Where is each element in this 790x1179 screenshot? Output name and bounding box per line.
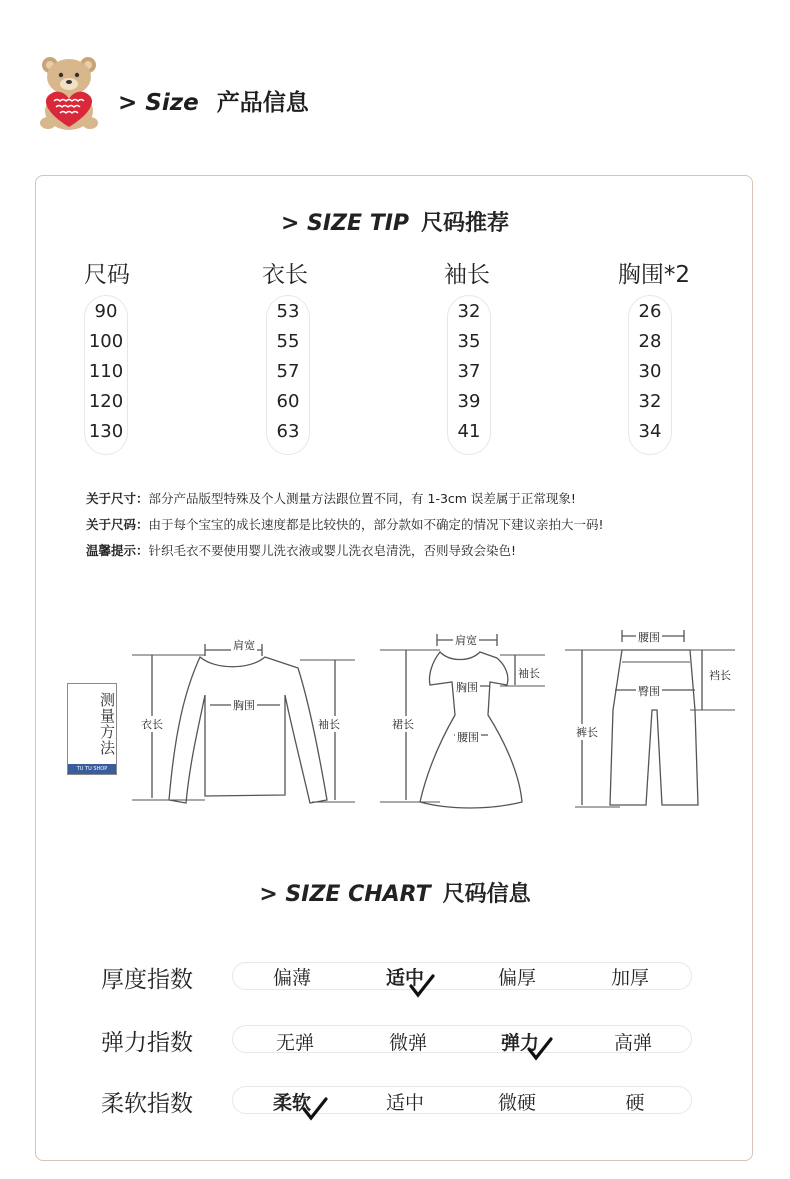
table-cell: 37 [457,361,481,382]
table-cell: 90 [94,301,118,322]
thickness-label: 厚度指数 [101,967,193,993]
scale-option: 加厚 [610,967,649,989]
scale-option-selected: 适中 [385,967,424,989]
top-chest-label: 胸围 [233,699,255,712]
elasticity-label: 弹力指数 [101,1030,193,1056]
measure-method-text: 测量方法 [98,692,116,756]
table-cell: 120 [88,391,124,412]
col-header-length: 衣长 [262,262,308,288]
scale-option-selected: 弹力 [500,1032,539,1054]
page-title-cn: 产品信息 [216,90,309,116]
pants-length-label: 裤长 [576,726,598,739]
note-line [86,538,604,564]
pants-diagram-icon [565,630,735,807]
chest-values [615,297,685,447]
table-cell: 26 [638,301,662,322]
dress-length-label: 裙长 [392,718,414,731]
table-cell: 28 [638,331,662,352]
bear-logo-icon [36,55,104,131]
dress-shoulder-label: 肩宽 [455,634,477,647]
table-cell: 63 [276,421,300,442]
notes-block [86,486,604,564]
table-cell: 30 [638,361,662,382]
table-cell: 32 [457,301,481,322]
table-cell: 39 [457,391,481,412]
table-cell: 35 [457,331,481,352]
sleeve-values [434,297,504,447]
dress-sleeve-label: 袖长 [518,667,540,680]
size-chart-title [0,877,790,908]
table-cell: 110 [88,361,124,382]
top-sleeve-label: 袖长 [318,718,340,731]
size-values [71,297,141,447]
scale-option: 高弹 [613,1032,652,1054]
scale-option: 偏薄 [272,967,311,989]
table-cell: 60 [276,391,300,412]
shop-strip: TU TU SHOP [68,764,116,774]
note-text: 由于每个宝宝的成长速度都是比较快的，部分款如不确定的情况下建议亲拍大一码! [148,517,604,532]
note-label: 关于尺码： [86,517,149,532]
size-tip-title [0,206,790,237]
note-label: 温馨提示： [86,543,149,558]
top-shoulder-label: 肩宽 [233,639,255,652]
note-text: 部分产品版型特殊及个人测量方法跟位置不同，有 1-3cm 误差属于正常现象! [148,491,576,506]
note-text: 针织毛衣不要使用婴儿洗衣液或婴儿洗衣皂清洗，否则导致会染色! [148,543,517,558]
scale-option: 微硬 [497,1092,536,1114]
table-cell: 57 [276,361,300,382]
scale-option: 硬 [625,1092,645,1114]
dress-chest-label: 胸围 [456,681,478,694]
col-header-chest: 胸围*2 [617,262,691,288]
note-label: 关于尺寸： [86,491,149,506]
softness-label: 柔软指数 [101,1091,193,1117]
size-tip-title-cn: 尺码推荐 [421,211,510,236]
scale-option-selected: 柔软 [272,1092,311,1114]
page-title-en: > Size [118,90,199,116]
top-length-label: 衣长 [141,718,163,731]
col-header-size: 尺码 [84,262,130,288]
table-cell: 100 [88,331,124,352]
pants-rise-label: 裆长 [709,669,731,682]
table-cell: 32 [638,391,662,412]
table-cell: 130 [88,421,124,442]
note-line [86,512,604,538]
scale-option: 偏厚 [497,967,536,989]
table-cell: 53 [276,301,300,322]
checkmark-icon [527,1037,553,1063]
note-line [86,486,604,512]
table-cell: 34 [638,421,662,442]
scale-option: 适中 [385,1092,424,1114]
checkmark-icon [302,1097,328,1123]
scale-option: 无弹 [275,1032,314,1054]
col-header-sleeve: 袖长 [444,262,490,288]
page-title [118,84,309,117]
pants-waist-label: 腰围 [638,631,660,644]
size-tip-title-en: > SIZE TIP [280,211,410,236]
scale-option: 微弹 [388,1032,427,1054]
size-chart-title-cn: 尺码信息 [442,882,531,907]
table-cell: 41 [457,421,481,442]
checkmark-icon [409,974,435,1000]
size-chart-title-en: > SIZE CHART [259,882,431,907]
table-cell: 55 [276,331,300,352]
pants-hip-label: 臀围 [638,685,660,698]
length-values [253,297,323,447]
dress-waist-label: 腰围 [457,731,479,744]
